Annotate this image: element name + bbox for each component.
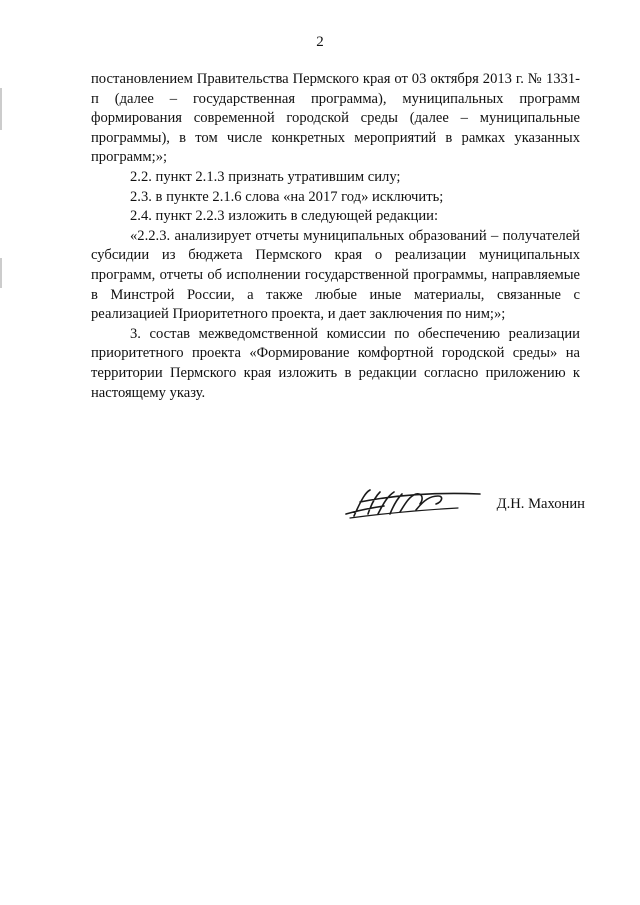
- signer-name: Д.Н. Махонин: [496, 496, 585, 512]
- paragraph-item-2-4: 2.4. пункт 2.2.3 изложить в следующей редакции:: [130, 208, 439, 225]
- paragraph-continuation: постановлением Правительства Пермского края от 03 октября 2013 г. № 1331-п (далее – государственная программа), муниципальных программ формирования современной городской среды (далее – муниципальные программы), в том числе конкретных мероприятий в рамках указанных программ;»;: [91, 71, 580, 166]
- handwritten-signature: [340, 484, 490, 524]
- page-number: 2: [316, 34, 324, 50]
- paragraph-item-2-2-3: «2.2.3. анализирует отчеты муниципальных образований – получателей субсидии из бюджета Пермского края о реализации муниципальных программ, отчеты об исполнении государственной программы, направляемые в Минстрой России, а также любые иные материалы, связанные с реализацией Приоритетного проекта, и дает заключения по ним;»;: [91, 227, 580, 323]
- paragraph-item-3: 3. состав межведомственной комиссии по обеспечению реализации приоритетного проекта «Формирование комфортной городской среды» на территории Пермского края изложить в редакции согласно приложению к настоящему указу.: [91, 325, 580, 401]
- scan-edge-mark: [0, 258, 2, 288]
- paragraph-item-2-2: 2.2. пункт 2.1.3 признать утратившим силу;: [130, 168, 401, 185]
- scan-edge-mark: [0, 88, 2, 130]
- document-body: [91, 70, 580, 403]
- signature-block: [340, 484, 585, 524]
- paragraph-item-2-3: 2.3. в пункте 2.1.6 слова «на 2017 год» исключить;: [130, 188, 444, 205]
